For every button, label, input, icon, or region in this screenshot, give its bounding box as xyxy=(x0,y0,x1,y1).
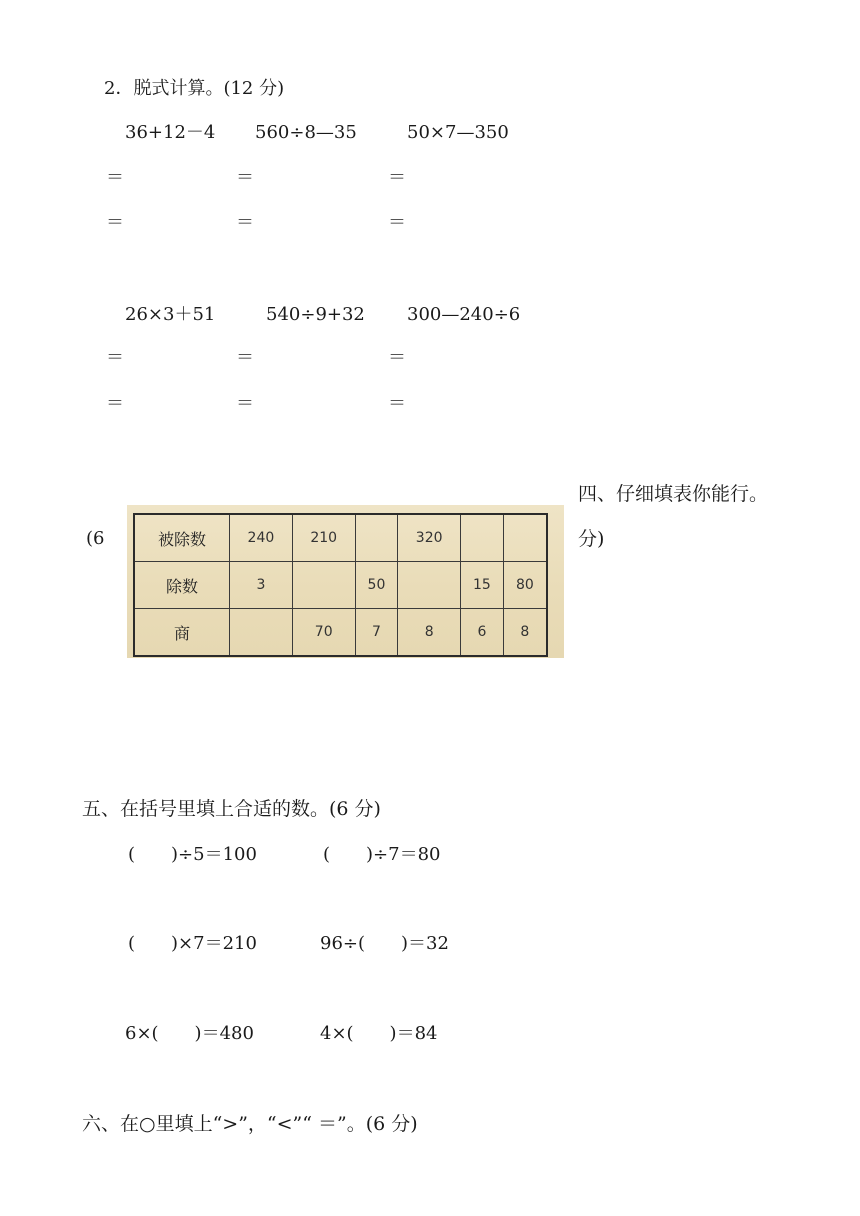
table-cell: 70 xyxy=(292,609,355,657)
expression-1: 36+12－4 xyxy=(125,122,216,143)
fill-blank-item: 6×( )＝480 xyxy=(125,1023,254,1044)
table-cell: 8 xyxy=(503,609,547,657)
fill-blank-item: 96÷( )＝32 xyxy=(320,933,449,954)
expression-3: 50×7—350 xyxy=(407,122,509,143)
table-cell: 240 xyxy=(230,514,293,562)
equals-sign: ＝ xyxy=(388,167,406,188)
table-row xyxy=(134,514,547,562)
table-cell xyxy=(503,514,547,562)
equals-sign: ＝ xyxy=(388,212,406,233)
table-cell: 15 xyxy=(461,562,504,609)
table-header-divisor: 除数 xyxy=(134,562,230,609)
section4-title-continued: 分) xyxy=(578,528,605,550)
table-cell: 6 xyxy=(461,609,504,657)
fill-blank-item: ( )÷5＝100 xyxy=(128,844,257,865)
table-cell: 3 xyxy=(230,562,293,609)
table-header-dividend: 被除数 xyxy=(134,514,230,562)
equals-sign: ＝ xyxy=(106,167,124,188)
division-table xyxy=(133,513,548,657)
equals-sign: ＝ xyxy=(236,347,254,368)
table-cell: 80 xyxy=(503,562,547,609)
equals-sign: ＝ xyxy=(106,393,124,414)
table-header-quotient: 商 xyxy=(134,609,230,657)
table-cell xyxy=(230,609,293,657)
table-cell: 210 xyxy=(292,514,355,562)
equals-sign: ＝ xyxy=(106,212,124,233)
equals-sign: ＝ xyxy=(236,393,254,414)
equals-sign: ＝ xyxy=(388,347,406,368)
table-cell xyxy=(292,562,355,609)
equals-sign: ＝ xyxy=(236,212,254,233)
expression-6: 300—240÷6 xyxy=(407,304,521,325)
fill-blank-item: ( )×7＝210 xyxy=(128,933,257,954)
section6-title: 六、在○里填上“>”，“<”“ ＝”。(6 分) xyxy=(82,1113,418,1135)
expression-4: 26×3＋51 xyxy=(125,304,216,325)
table-cell xyxy=(355,514,398,562)
table-cell xyxy=(398,562,461,609)
section2-title: 2．脱式计算。(12 分) xyxy=(104,78,285,99)
table-row xyxy=(134,562,547,609)
table-cell xyxy=(461,514,504,562)
table-cell: 8 xyxy=(398,609,461,657)
equals-sign: ＝ xyxy=(106,347,124,368)
table-cell: 320 xyxy=(398,514,461,562)
table-cell: 50 xyxy=(355,562,398,609)
table-row xyxy=(134,609,547,657)
section5-title: 五、在括号里填上合适的数。(6 分) xyxy=(82,798,381,820)
equals-sign: ＝ xyxy=(388,393,406,414)
scanned-table-image xyxy=(127,505,564,658)
expression-2: 560÷8—35 xyxy=(255,122,357,143)
table-cell: 7 xyxy=(355,609,398,657)
expression-5: 540÷9+32 xyxy=(266,304,365,325)
section4-title: 四、仔细填表你能行。 xyxy=(578,483,769,505)
fill-blank-item: 4×( )＝84 xyxy=(320,1023,438,1044)
equals-sign: ＝ xyxy=(236,167,254,188)
fill-blank-item: ( )÷7＝80 xyxy=(323,844,441,865)
section4-score-prefix: (6 xyxy=(86,528,105,549)
